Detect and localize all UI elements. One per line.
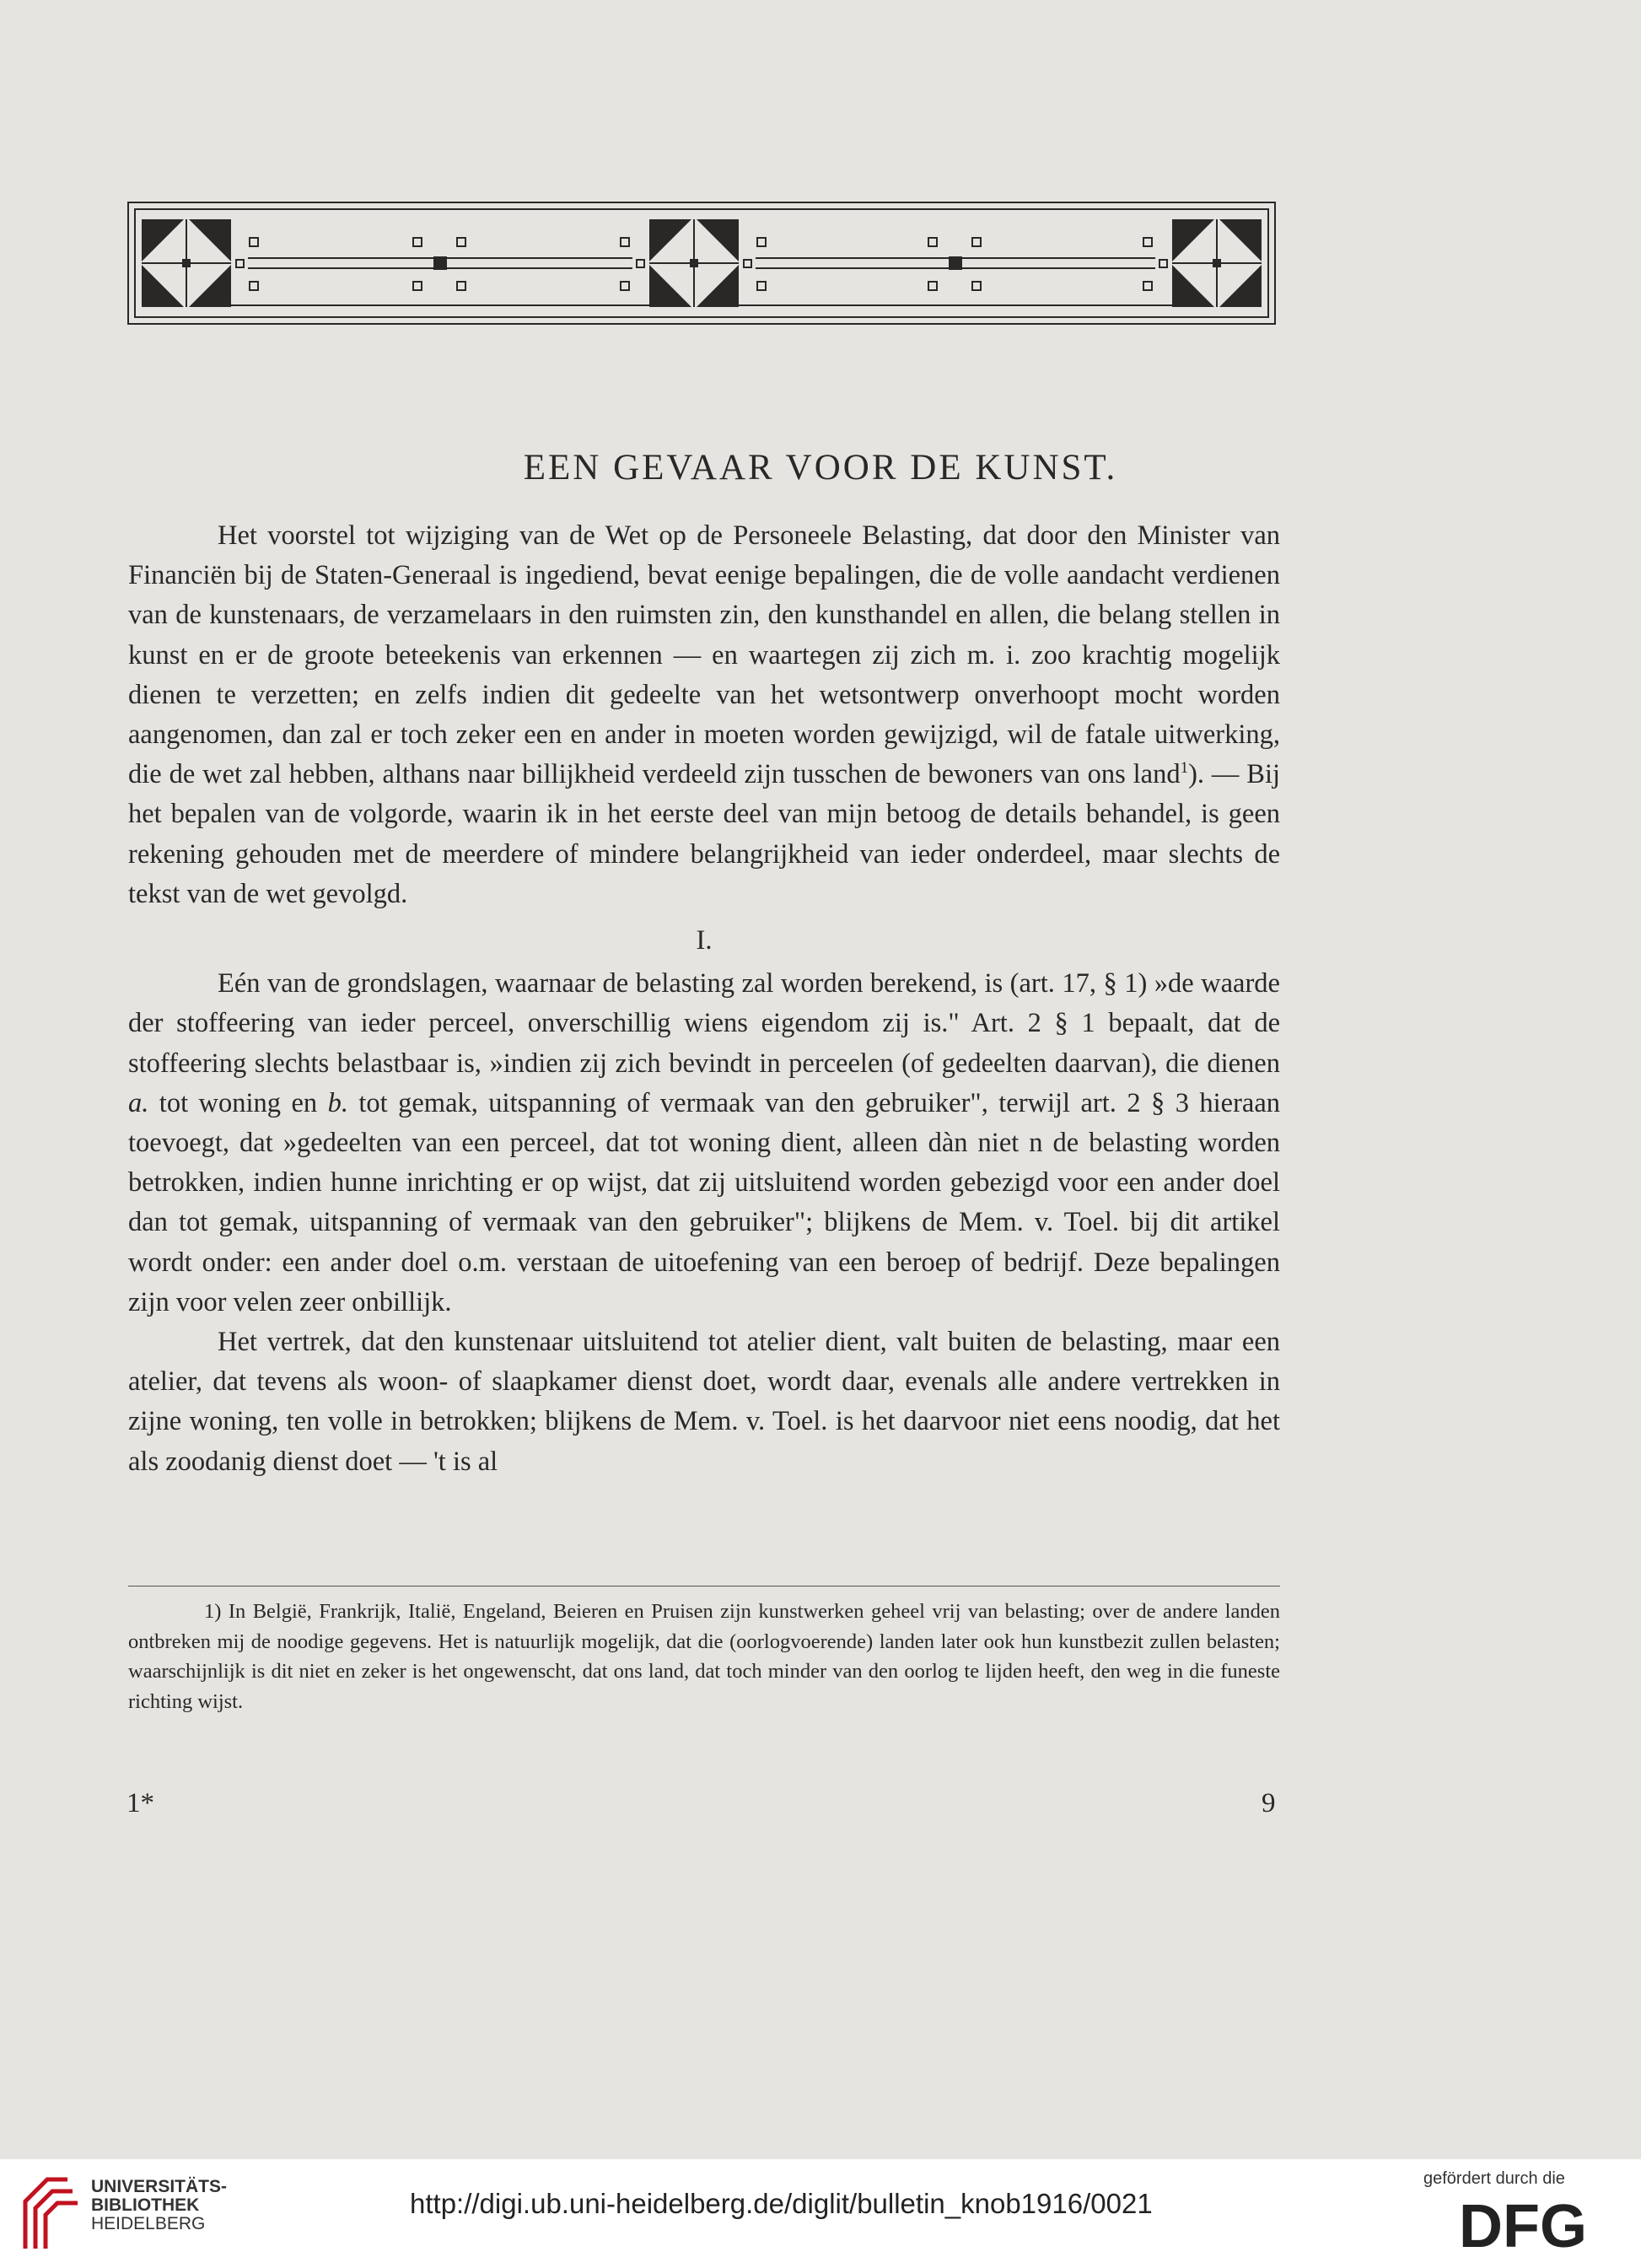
- paragraph-section-1: [128, 964, 1280, 1323]
- paragraph-2-italic-a: a.: [128, 1087, 149, 1118]
- paragraph-atelier: Het vertrek, dat den kunstenaar uitsluitend tot atelier dient, valt buiten de belasting, maar een atelier, dat tevens als woon- of slaapkamer dienst doet, wordt daar, evenals alle andere vertrekken in zijne woning, ten volle in betrokken; blijkens de Mem. v. Toel. is het daarvoor niet eens noodig, dat het als zoodanig dienst doet — 't is al: [128, 1327, 1280, 1477]
- paragraph-intro: [128, 516, 1280, 914]
- permalink-url[interactable]: http://digi.ub.uni-heidelberg.de/diglit/bulletin_knob1916/0021: [410, 2188, 1153, 2219]
- university-library-logo-icon: [17, 2171, 84, 2255]
- paragraph-intro-text-b: ). — Bij het bepalen van de volgorde, waarin ik in het eerste deel van mijn betoog de details behandel, is geen rekening gehouden met de meerdere of mindere belangrijkheid van ieder onderdeel, maar slechts de tekst van de wet gevolgd.: [128, 759, 1281, 909]
- page-number: 9: [1262, 1788, 1276, 1818]
- section-number: I.: [696, 925, 713, 956]
- paragraph-2-text-b: tot woning en: [148, 1087, 328, 1118]
- article-body: [128, 516, 1280, 1482]
- article-title: EEN GEVAAR VOOR DE KUNST.: [523, 448, 1118, 488]
- footnote-reference: 1: [1180, 759, 1189, 778]
- paragraph-intro-text-a: Het voorstel tot wijziging van de Wet op de Personeele Belasting, dat door den Minister van Financiën bij de Staten-Generaal is ingediend, bevat eenige bepalingen, die de volle aandacht verdienen van de kunstenaars, de verzamelaars in den ruimsten zin, den kunsthandel en allen, die belang stellen in kunst en er de groote beteekenis van erkennen — en waartegen zij zich m. i. zoo krachtig mogelijk dienen te verzetten; en zelfs indien dit gedeelte van het wetsontwerp onverhoopt mocht worden aangenomen, dan zal er toch zeker een en ander in moeten worden gewijzigd, wil de fatale uitwerking, die de wet zal hebben, althans naar billijkheid verdeeld zijn tusschen de bewoners van ons land: [128, 520, 1280, 790]
- university-library-name: [91, 2178, 227, 2233]
- footnote: [128, 1597, 1280, 1716]
- footnote-text: 1) In België, Frankrijk, Italië, Engeland, Beieren en Pruisen zijn kunstwerken geheel vrij van belasting; over de andere landen ontbreken mij de noodige gegevens. Het is natuurlijk mogelijk, dat die (oorlogvoerende) landen later ook hun kunstbezit zullen belasten; waarschijnlijk is dit niet en zeker is het ongewenscht, dat ons land, dat toch minder van den oorlog te lijden heeft, den weg in die funeste richting wijst.: [128, 1600, 1280, 1713]
- funding-note: gefördert durch die: [1423, 2169, 1565, 2188]
- ornament-cluster: [142, 219, 1262, 307]
- footnote-divider: [128, 1586, 1280, 1587]
- paragraph-2-italic-b: b.: [327, 1087, 348, 1118]
- ornamental-header-band: [126, 197, 1277, 329]
- library-line-2: BIBLIOTHEK: [91, 2195, 200, 2215]
- library-line-3: HEIDELBERG: [91, 2214, 206, 2233]
- paragraph-2-text-c: tot gemak, uitspanning of vermaak van den gebruiker", terwijl art. 2 § 3 hieraan toevoegt, dat »gedeelten van een perceel, dat tot woning dient, alleen dàn niet n de belasting worden betrokken, indien hunne inrichting er op wijst, dat zij uitsluitend worden gebezigd voor een ander doel dan tot gemak, uitspanning of vermaak van den gebruiker"; blijkens de Mem. v. Toel. bij dit artikel wordt onder: een ander doel o.m. verstaan de uitoefening van een beroep of bedrijf. Deze bepalingen zijn voor velen zeer onbillijk.: [128, 1087, 1281, 1317]
- paragraph-2-text-a: Eén van de grondslagen, waarnaar de belasting zal worden berekend, is (art. 17, § 1) »de waarde der stoffeering van ieder perceel, onverschillig wiens eigendom zij is." Art. 2 § 1 bepaalt, dat de stoffeering slechts belastbaar is, »indien zij zich bevindt in perceelen (of gedeelten daarvan), die dienen: [128, 968, 1280, 1079]
- dfg-logo-icon: [1459, 2200, 1619, 2252]
- dfg-logo-text: DFG: [1459, 2200, 1587, 2252]
- library-line-1: UNIVERSITÄTS-: [91, 2177, 228, 2196]
- signature-mark: 1*: [126, 1788, 154, 1818]
